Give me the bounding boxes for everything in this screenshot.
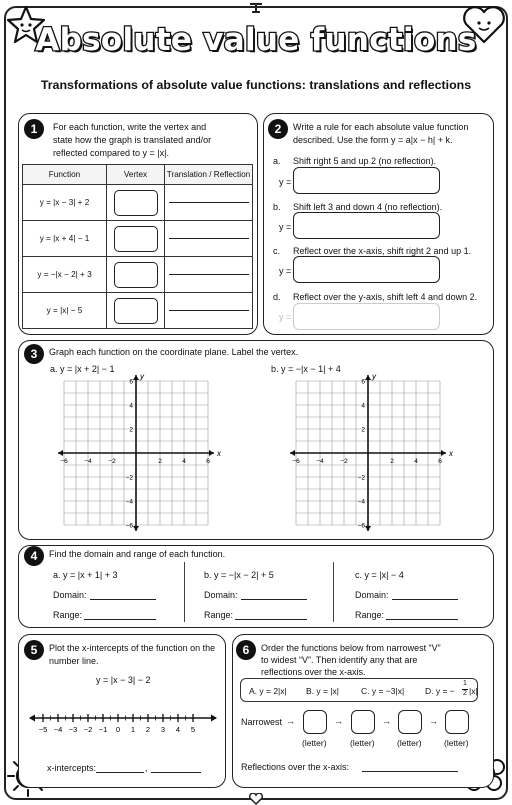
x-axis-label: x [449,449,453,458]
y-tick-label: −2 [125,474,133,482]
y-tick-label: −4 [125,498,133,506]
x-axis-label: x [217,449,221,458]
section-4-number: 4 [24,546,44,566]
choice-d-numerator: 1 [463,680,467,687]
choice-d-denominator: 2 [463,690,467,697]
table-row [23,293,253,329]
section-2-number: 2 [268,119,288,139]
section-2-instructions-line-2: described. Use the form y = a|x − h| + k. [293,135,453,145]
column-header-function: Function [23,165,107,185]
x-tick-label: 4 [414,458,418,465]
y-tick-label: −2 [357,474,365,482]
y-tick-label: 6 [361,378,365,386]
item-d-prefix: y = [279,312,292,322]
column-header-vertex: Vertex [107,165,165,185]
item-a-letter: a. [273,156,281,166]
x-tick-label: −4 [84,458,92,465]
rule-b-answer-box[interactable] [293,212,440,239]
order-answer-box-1[interactable] [303,710,327,734]
function-cell: y = |x| − 5 [23,293,107,329]
item-c-text: Reflect over the x-axis, shift right 2 and up 1. [293,246,472,256]
choice-a: A. y = 2|x| [249,686,287,696]
x-tick-label: 4 [182,458,186,465]
x-axis-arrow [441,450,446,456]
arrow-icon: → [334,716,343,726]
section-6-number: 6 [236,640,256,660]
narrowest-label: Narrowest [241,717,283,727]
section-3-number: 3 [24,344,44,364]
number-line-arrow [211,715,217,722]
item-b-text: Shift left 3 and down 4 (no reflection). [293,202,443,212]
x-intercept-1-answer-line[interactable] [96,772,144,773]
x-intercepts-comma: , [145,763,148,773]
rule-c-answer-box[interactable] [293,256,440,283]
function-cell: y = |x − 3| + 2 [23,185,107,221]
range-a-answer-line[interactable] [84,619,156,620]
coordinate-plane-b[interactable] [288,373,460,536]
y-axis-arrow [133,526,139,531]
x-intercept-2-answer-line[interactable] [151,772,201,773]
choice-d-prefix: D. y = − [425,686,455,696]
letter-caption: (letter) [302,738,327,748]
y-tick-label: 4 [129,402,133,410]
y-tick-label: −4 [357,498,365,506]
rule-d-answer-box[interactable] [293,303,440,330]
y-axis-label: y [140,373,144,381]
function-cell: y = |x + 4| − 1 [23,221,107,257]
number-line-arrow [29,715,35,722]
x-axis-arrow [58,450,63,456]
y-tick-label: 6 [129,378,133,386]
item-d-letter: d. [273,292,281,302]
y-tick-label: −6 [125,522,133,530]
item-d-text: Reflect over the y-axis, shift left 4 and down 2. [293,292,478,302]
range-a-label: Range: [53,610,83,620]
domain-a-label: Domain: [53,590,87,600]
item-b-letter: b. [273,202,281,212]
domain-range-a-function: a. y = |x + 1| + 3 [53,570,118,580]
x-tick-label: −2 [340,458,348,465]
x-tick-label: −4 [316,458,324,465]
letter-caption: (letter) [444,738,469,748]
number-line-tick-label: −3 [68,725,78,734]
table-row [23,185,253,221]
x-intercepts-label: x-intercepts: [47,763,97,773]
translation-answer-line[interactable] [169,310,249,311]
function-cell: y = −|x − 2| + 3 [23,257,107,293]
choice-b: B. y = |x| [306,686,339,696]
number-line-tick-label: −5 [38,725,48,734]
column-header-translation: Translation / Reflection [165,165,253,185]
y-tick-label: 2 [361,426,365,434]
heart-icon [248,793,264,805]
coordinate-plane-a[interactable] [56,373,228,536]
reflections-label: Reflections over the x-axis: [241,762,350,772]
x-tick-label: −6 [60,458,68,465]
domain-a-answer-line[interactable] [90,599,156,600]
x-tick-label: 6 [206,458,210,465]
vertex-answer-box[interactable] [114,262,158,288]
y-axis-arrow [365,526,371,531]
rule-a-answer-box[interactable] [293,167,440,194]
section-5-function: y = |x − 3| − 2 [96,675,151,685]
domain-c-answer-line[interactable] [392,599,458,600]
letter-caption: (letter) [397,738,422,748]
item-a-text: Shift right 5 and up 2 (no reflection). [293,156,437,166]
number-line-tick-label: 3 [160,725,166,734]
section-6-instructions-line-1: Order the functions below from narrowest “V” [261,643,441,653]
number-line-tick-label: 2 [145,725,151,734]
choice-d-suffix: |x| [469,686,478,696]
number-line[interactable] [28,708,218,736]
section-6-instructions-line-3: reflections over the x-axis. [261,667,366,677]
y-axis-arrow [365,375,371,380]
x-tick-label: 2 [158,458,162,465]
section-4-instructions: Find the domain and range of each function. [49,549,226,559]
item-c-letter: c. [273,246,281,256]
x-tick-label: −6 [292,458,300,465]
section-6-instructions-line-2: to widest “V”. Then identify any that are [261,655,418,665]
x-axis-arrow [290,450,295,456]
section-2-instructions-line-1: Write a rule for each absolute value function [293,122,469,132]
section-5-instructions-line-1: Plot the x-intercepts of the function on the [49,643,216,653]
page-subtitle: Transformations of absolute value functions: translations and reflections [40,78,472,92]
range-b-answer-line[interactable] [235,619,307,620]
graph-b-label: b. y = −|x − 1| + 4 [271,364,341,374]
vertex-answer-box[interactable] [114,298,158,324]
x-axis-arrow [209,450,214,456]
domain-b-answer-line[interactable] [241,599,307,600]
arrow-icon: → [429,716,438,726]
number-line-tick-label: −1 [98,725,108,734]
domain-c-label: Domain: [355,590,389,600]
item-c-prefix: y = [279,266,292,276]
item-b-prefix: y = [279,222,292,232]
y-axis-label: y [372,373,376,381]
letter-caption: (letter) [350,738,375,748]
section-1-instructions-line-1: For each function, write the vertex and [53,122,207,132]
section-4-divider [184,562,185,622]
number-line-tick-label: 0 [115,725,121,734]
x-tick-label: −2 [108,458,116,465]
order-answer-box-3[interactable] [398,710,422,734]
domain-range-c-function: c. y = |x| − 4 [355,570,404,580]
arrow-icon: → [382,716,391,726]
y-tick-label: −6 [357,522,365,530]
range-c-answer-line[interactable] [386,619,458,620]
table-row [23,257,253,293]
number-line-tick-label: −4 [53,725,63,734]
section-5-instructions-line-2: number line. [49,656,99,666]
number-line-tick-label: −2 [83,725,93,734]
order-answer-box-4[interactable] [445,710,469,734]
order-answer-box-2[interactable] [351,710,375,734]
graph-a-label: a. y = |x + 2| − 1 [50,364,115,374]
arrow-icon: → [286,716,295,726]
table-row [23,221,253,257]
section-1-instructions-line-3: reflected compared to y = |x|. [53,148,169,158]
reflections-answer-line[interactable] [362,771,458,772]
section-3-instructions: Graph each function on the coordinate plane. Label the vertex. [49,347,299,357]
range-b-label: Range: [204,610,234,620]
domain-b-label: Domain: [204,590,238,600]
page-title: Absolute value functions [35,22,477,58]
domain-range-b-function: b. y = −|x − 2| + 5 [204,570,274,580]
section-5-number: 5 [24,640,44,660]
y-tick-label: 2 [129,426,133,434]
translation-answer-line[interactable] [169,202,249,203]
translation-answer-line[interactable] [169,238,249,239]
choice-c: C. y = −3|x| [361,686,405,696]
range-c-label: Range: [355,610,385,620]
vertex-answer-box[interactable] [114,226,158,252]
item-a-prefix: y = [279,177,292,187]
section-4-divider [333,562,334,622]
y-axis-arrow [133,375,139,380]
x-tick-label: 2 [390,458,394,465]
y-tick-label: 4 [361,402,365,410]
vertex-table [22,164,253,329]
vertex-answer-box[interactable] [114,190,158,216]
section-1-instructions-line-2: state how the graph is translated and/or [53,135,212,145]
x-tick-label: 6 [438,458,442,465]
translation-answer-line[interactable] [169,274,249,275]
section-1-number: 1 [24,119,44,139]
number-line-tick-label: 4 [175,725,181,734]
bolt-icon [248,2,264,14]
number-line-tick-label: 1 [130,725,136,734]
number-line-tick-label: 5 [190,725,196,734]
